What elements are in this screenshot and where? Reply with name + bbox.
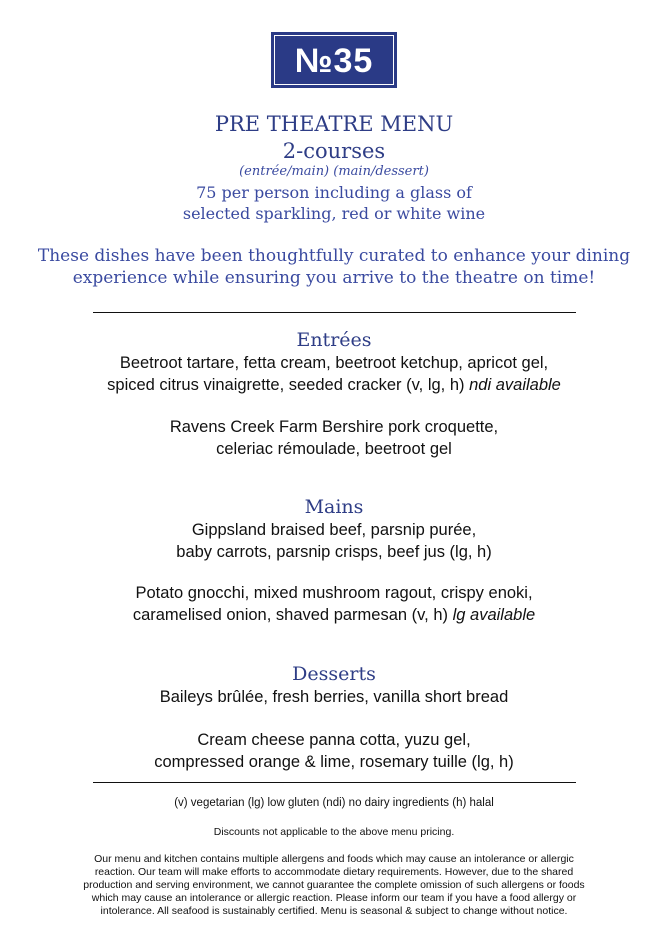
main-dish-2-line-1: Potato gnocchi, mixed mushroom ragout, crispy enoki, — [135, 584, 533, 602]
courses-note: (entrée/main) (main/dessert) — [239, 164, 429, 179]
intro-line-1: These dishes have been thoughtfully curated to enhance your dining — [37, 246, 631, 266]
discount-note: Discounts not applicable to the above menu pricing. — [213, 826, 455, 838]
divider-bottom — [93, 782, 576, 783]
divider-top — [93, 312, 576, 313]
dessert-dish-1: Baileys brûlée, fresh berries, vanilla short bread — [159, 688, 509, 706]
entree-dish-1-line-2: spiced citrus vinaigrette, seeded cracker (v, lg, h) ndi available — [107, 376, 561, 394]
entree-dish-2-line-2: celeriac rémoulade, beetroot gel — [216, 440, 452, 458]
dessert-dish-2-line-2: compressed orange & lime, rosemary tuille (lg, h) — [154, 753, 514, 771]
allergen-line-2: reaction. Our team will make efforts to accommodate dietary requirements. However, due to the shared — [94, 866, 574, 878]
main-dish-1-line-2: baby carrots, parsnip crisps, beef jus (lg, h) — [176, 543, 492, 561]
allergen-line-5: intolerance. All seafood is sustainably certified. Menu is seasonal & subject to change without notice. — [100, 905, 568, 917]
intro-line-2: experience while ensuring you arrive to the theatre on time! — [72, 268, 596, 288]
entrees-heading: Entrées — [296, 329, 372, 351]
allergen-line-1: Our menu and kitchen contains multiple allergens and foods which may cause an intolerance or allergic — [94, 853, 574, 865]
logo-text: №35 — [274, 35, 394, 85]
entree-dish-1-line-1: Beetroot tartare, fetta cream, beetroot ketchup, apricot gel, — [119, 354, 549, 372]
main-dish-2-line-2: caramelised onion, shaved parmesan (v, h) lg available — [132, 606, 536, 624]
entree-dish-2-line-1: Ravens Creek Farm Bershire pork croquette, — [169, 418, 499, 436]
dessert-dish-2-line-1: Cream cheese panna cotta, yuzu gel, — [197, 731, 471, 749]
menu-title: PRE THEATRE MENU — [214, 112, 454, 136]
restaurant-logo — [271, 32, 397, 88]
main-dish-1-line-1: Gippsland braised beef, parsnip purée, — [191, 521, 477, 539]
menu-subtitle: 2-courses — [282, 139, 386, 163]
mains-heading: Mains — [304, 496, 364, 518]
price-line-2: selected sparkling, red or white wine — [182, 204, 486, 223]
allergen-line-4: which may cause an intolerance or allergic reaction. Please inform our team if you have a food allergy or — [91, 892, 577, 904]
allergen-line-3: production and serving environment, we cannot guarantee the complete omission of such allergens or foods — [83, 879, 585, 891]
main-dish-2-note: lg available — [452, 606, 536, 624]
entree-dish-1-note: ndi available — [469, 376, 561, 394]
price-line-1: 75 per person including a glass of — [196, 183, 472, 202]
dietary-legend: (v) vegetarian (lg) low gluten (ndi) no dairy ingredients (h) halal — [174, 797, 494, 809]
desserts-heading: Desserts — [292, 663, 376, 685]
